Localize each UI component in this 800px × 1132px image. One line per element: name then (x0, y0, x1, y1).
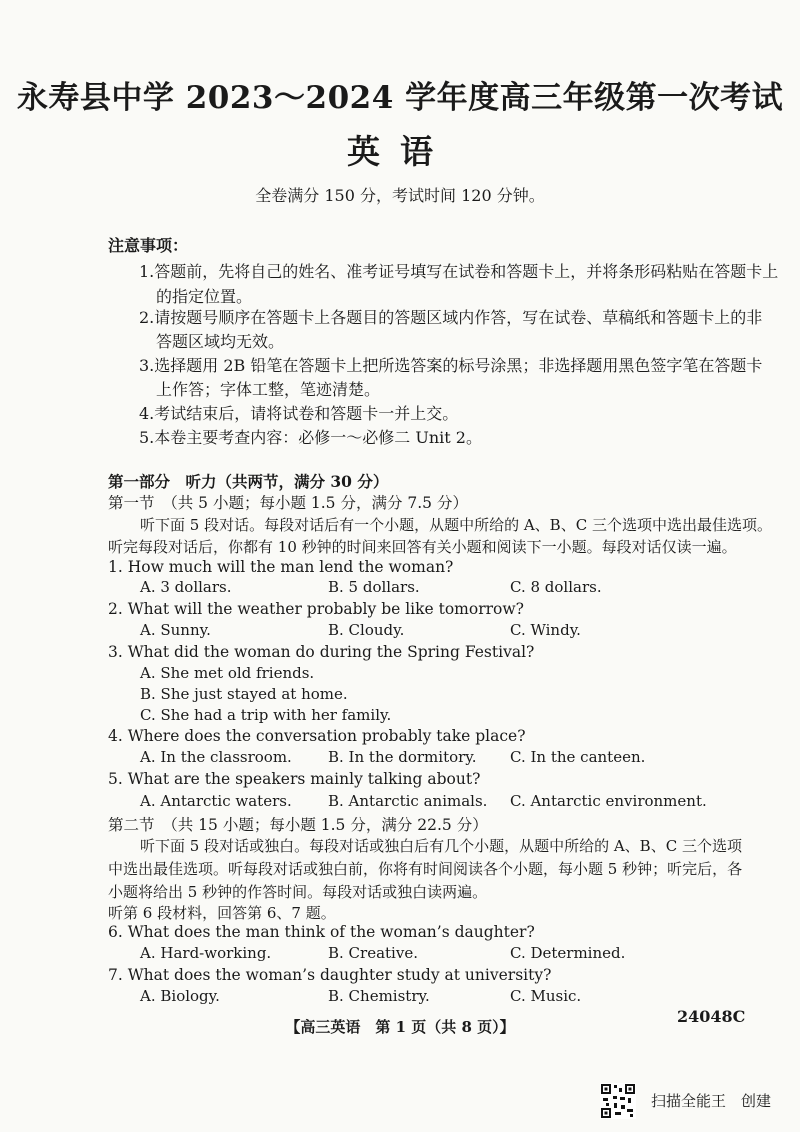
notice-title: 注意事项： (108, 236, 189, 255)
notice-item: 上作答；字体工整，笔迹清楚。 (156, 380, 381, 399)
option-c: C. Antarctic environment. (510, 792, 707, 810)
option-a: A. She met old friends. (140, 664, 315, 682)
section2-instructions: 中选出最佳选项。听每段对话或独白前，你将有时间阅读各个小题，每小题 5 秒钟；听完后，各 (108, 860, 743, 878)
option-a: A. Sunny. (140, 621, 211, 639)
section2-instructions: 小题将给出 5 秒钟的作答时间。每段对话或独白读两遍。 (108, 883, 488, 901)
question-1: 1. How much will the man lend the woman? (108, 558, 454, 576)
part1-title: 第一部分 听力（共两节，满分 30 分） (108, 472, 389, 491)
notice-item: 1.答题前，先将自己的姓名、准考证号填写在试卷和答题卡上，并将条形码粘贴在答题卡上 (139, 262, 779, 281)
section1-title: 第一节 （共 5 小题；每小题 1.5 分，满分 7.5 分） (108, 494, 468, 512)
option-a: A. In the classroom. (140, 748, 292, 766)
option-c: C. She had a trip with her family. (140, 706, 392, 724)
page-footer: 【高三英语 第 1 页（共 8 页）】 (285, 1018, 515, 1036)
option-c: C. Music. (510, 987, 582, 1005)
notice-item: 3.选择题用 2B 铅笔在答题卡上把所选答案的标号涂黑；非选择题用黑色签字笔在答题卡 (139, 356, 763, 375)
option-b: B. Cloudy. (328, 621, 405, 639)
material-6-label: 听第 6 段材料，回答第 6、7 题。 (108, 904, 336, 922)
subject-title: 英语 (347, 132, 453, 171)
option-b: B. Creative. (328, 944, 418, 962)
option-c: C. In the canteen. (510, 748, 646, 766)
question-6: 6. What does the man think of the woman’s daughter? (108, 923, 535, 941)
notice-item: 答题区域均无效。 (156, 332, 285, 351)
option-c: C. Determined. (510, 944, 626, 962)
section2-instructions: 听下面 5 段对话或独白。每段对话或独白后有几个小题，从题中所给的 A、B、C 三个选项 (140, 837, 742, 855)
qr-code-icon (600, 1083, 636, 1119)
section2-title: 第二节 （共 15 小题；每小题 1.5 分，满分 22.5 分） (108, 816, 488, 834)
notice-item: 5.本卷主要考查内容：必修一～必修二 Unit 2。 (139, 428, 482, 447)
question-3: 3. What did the woman do during the Spring Festival? (108, 643, 535, 661)
option-b: B. Antarctic animals. (328, 792, 488, 810)
option-c: C. Windy. (510, 621, 581, 639)
option-a: A. Hard-working. (140, 944, 272, 962)
option-b: B. Chemistry. (328, 987, 430, 1005)
question-7: 7. What does the woman’s daughter study at university? (108, 966, 552, 984)
section1-instructions: 听下面 5 段对话。每段对话后有一个小题，从题中所给的 A、B、C 三个选项中选出最佳选项。 (140, 516, 772, 534)
option-c: C. 8 dollars. (510, 578, 602, 596)
exam-code: 24048C (677, 1007, 746, 1026)
question-4: 4. Where does the conversation probably take place? (108, 727, 526, 745)
notice-item: 的指定位置。 (156, 287, 253, 306)
option-b: B. In the dormitory. (328, 748, 477, 766)
section1-instructions: 听完每段对话后，你都有 10 秒钟的时间来回答有关小题和阅读下一小题。每段对话仅读一遍。 (108, 538, 737, 556)
scanner-watermark: 扫描全能王 创建 (651, 1092, 772, 1110)
option-b: B. She just stayed at home. (140, 685, 348, 703)
question-5: 5. What are the speakers mainly talking about? (108, 770, 481, 788)
score-info: 全卷满分 150 分，考试时间 120 分钟。 (255, 186, 545, 205)
option-a: A. Biology. (140, 987, 220, 1005)
notice-item: 4.考试结束后，请将试卷和答题卡一并上交。 (139, 404, 459, 423)
option-b: B. 5 dollars. (328, 578, 420, 596)
option-a: A. 3 dollars. (140, 578, 232, 596)
notice-item: 2.请按题号顺序在答题卡上各题目的答题区域内作答，写在试卷、草稿纸和答题卡上的非 (139, 308, 763, 327)
option-a: A. Antarctic waters. (140, 792, 292, 810)
question-2: 2. What will the weather probably be like tomorrow? (108, 600, 524, 618)
exam-title: 永寿县中学 2023～2024 学年度高三年级第一次考试 (16, 80, 784, 116)
